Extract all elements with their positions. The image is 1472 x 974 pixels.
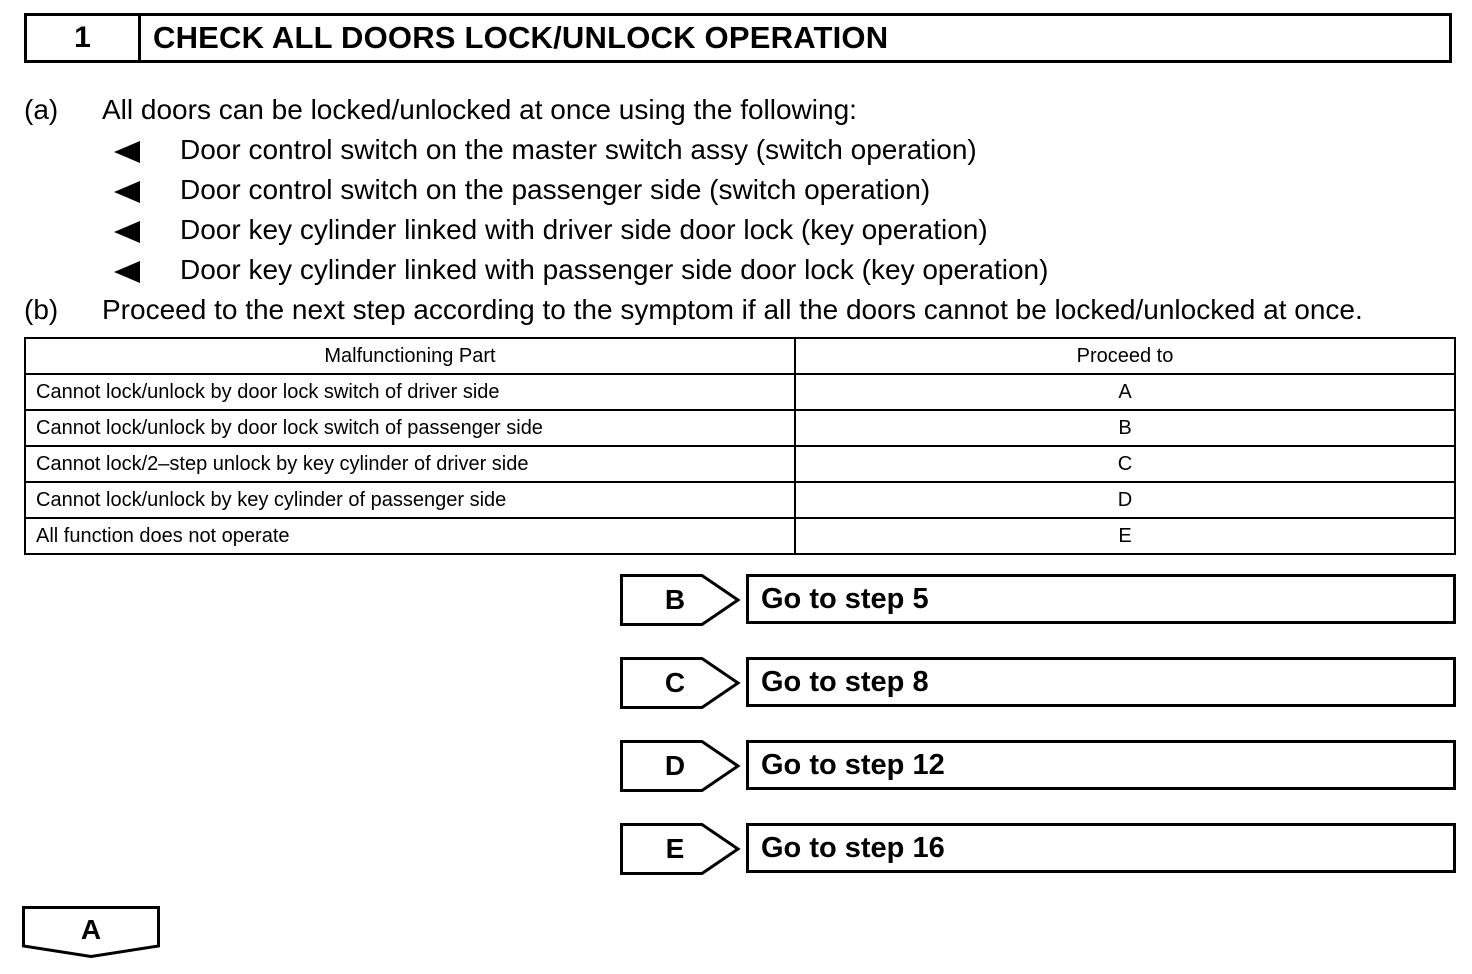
- proceed-cell: E: [795, 518, 1455, 554]
- result-tag-letter: B: [664, 584, 686, 615]
- result-tag-letter: D: [664, 750, 686, 781]
- bullet-item: Door control switch on the master switch assy (switch operation): [180, 134, 977, 165]
- bullet-arrow-icon: [114, 261, 140, 283]
- goto-step-box[interactable]: Go to step 5: [746, 574, 1456, 624]
- item-b-text: Proceed to the next step according to the symptom if all the doors cannot be locked/unlocked at once.: [102, 294, 1363, 325]
- step-header: [24, 13, 1452, 63]
- column-header-proceed-to: Proceed to: [795, 338, 1455, 374]
- result-tag-letter: E: [665, 833, 685, 864]
- result-row-b: [620, 574, 1456, 626]
- table-row: [25, 482, 1455, 518]
- column-header-malfunctioning-part: Malfunctioning Part: [25, 338, 795, 374]
- malfunction-cell: Cannot lock/unlock by door lock switch of passenger side: [25, 410, 795, 446]
- malfunction-cell: Cannot lock/2–step unlock by key cylinder of driver side: [25, 446, 795, 482]
- bullet-item: Door key cylinder linked with driver side door lock (key operation): [180, 214, 988, 245]
- table-row: [25, 518, 1455, 554]
- table-row: [25, 374, 1455, 410]
- malfunction-cell: All function does not operate: [25, 518, 795, 554]
- item-a-marker: (a): [24, 94, 59, 125]
- continue-letter: A: [80, 914, 102, 945]
- proceed-cell: C: [795, 446, 1455, 482]
- result-row-c: [620, 657, 1456, 709]
- item-b-marker: (b): [24, 294, 59, 325]
- bullet-arrow-icon: [114, 221, 140, 243]
- result-row-e: [620, 823, 1456, 875]
- malfunction-cell: Cannot lock/unlock by key cylinder of passenger side: [25, 482, 795, 518]
- result-row-d: [620, 740, 1456, 792]
- bullet-item: Door control switch on the passenger side (switch operation): [180, 174, 931, 205]
- step-number: 1: [27, 16, 141, 60]
- item-a-text: All doors can be locked/unlocked at once using the following:: [102, 94, 857, 125]
- bullet-arrow-icon: [114, 181, 140, 203]
- bullet-arrow-icon: [114, 141, 140, 163]
- proceed-cell: B: [795, 410, 1455, 446]
- symptom-table: [24, 337, 1456, 555]
- goto-step-box[interactable]: Go to step 16: [746, 823, 1456, 873]
- table-header-row: [25, 338, 1455, 374]
- table-row: [25, 446, 1455, 482]
- bullet-item: Door key cylinder linked with passenger side door lock (key operation): [180, 254, 1049, 285]
- continue-result-a[interactable]: [22, 906, 162, 958]
- proceed-cell: A: [795, 374, 1455, 410]
- proceed-cell: D: [795, 482, 1455, 518]
- malfunction-cell: Cannot lock/unlock by door lock switch of driver side: [25, 374, 795, 410]
- result-tag-letter: C: [664, 667, 686, 698]
- goto-step-box[interactable]: Go to step 12: [746, 740, 1456, 790]
- table-row: [25, 410, 1455, 446]
- goto-step-box[interactable]: Go to step 8: [746, 657, 1456, 707]
- step-title: CHECK ALL DOORS LOCK/UNLOCK OPERATION: [153, 20, 889, 55]
